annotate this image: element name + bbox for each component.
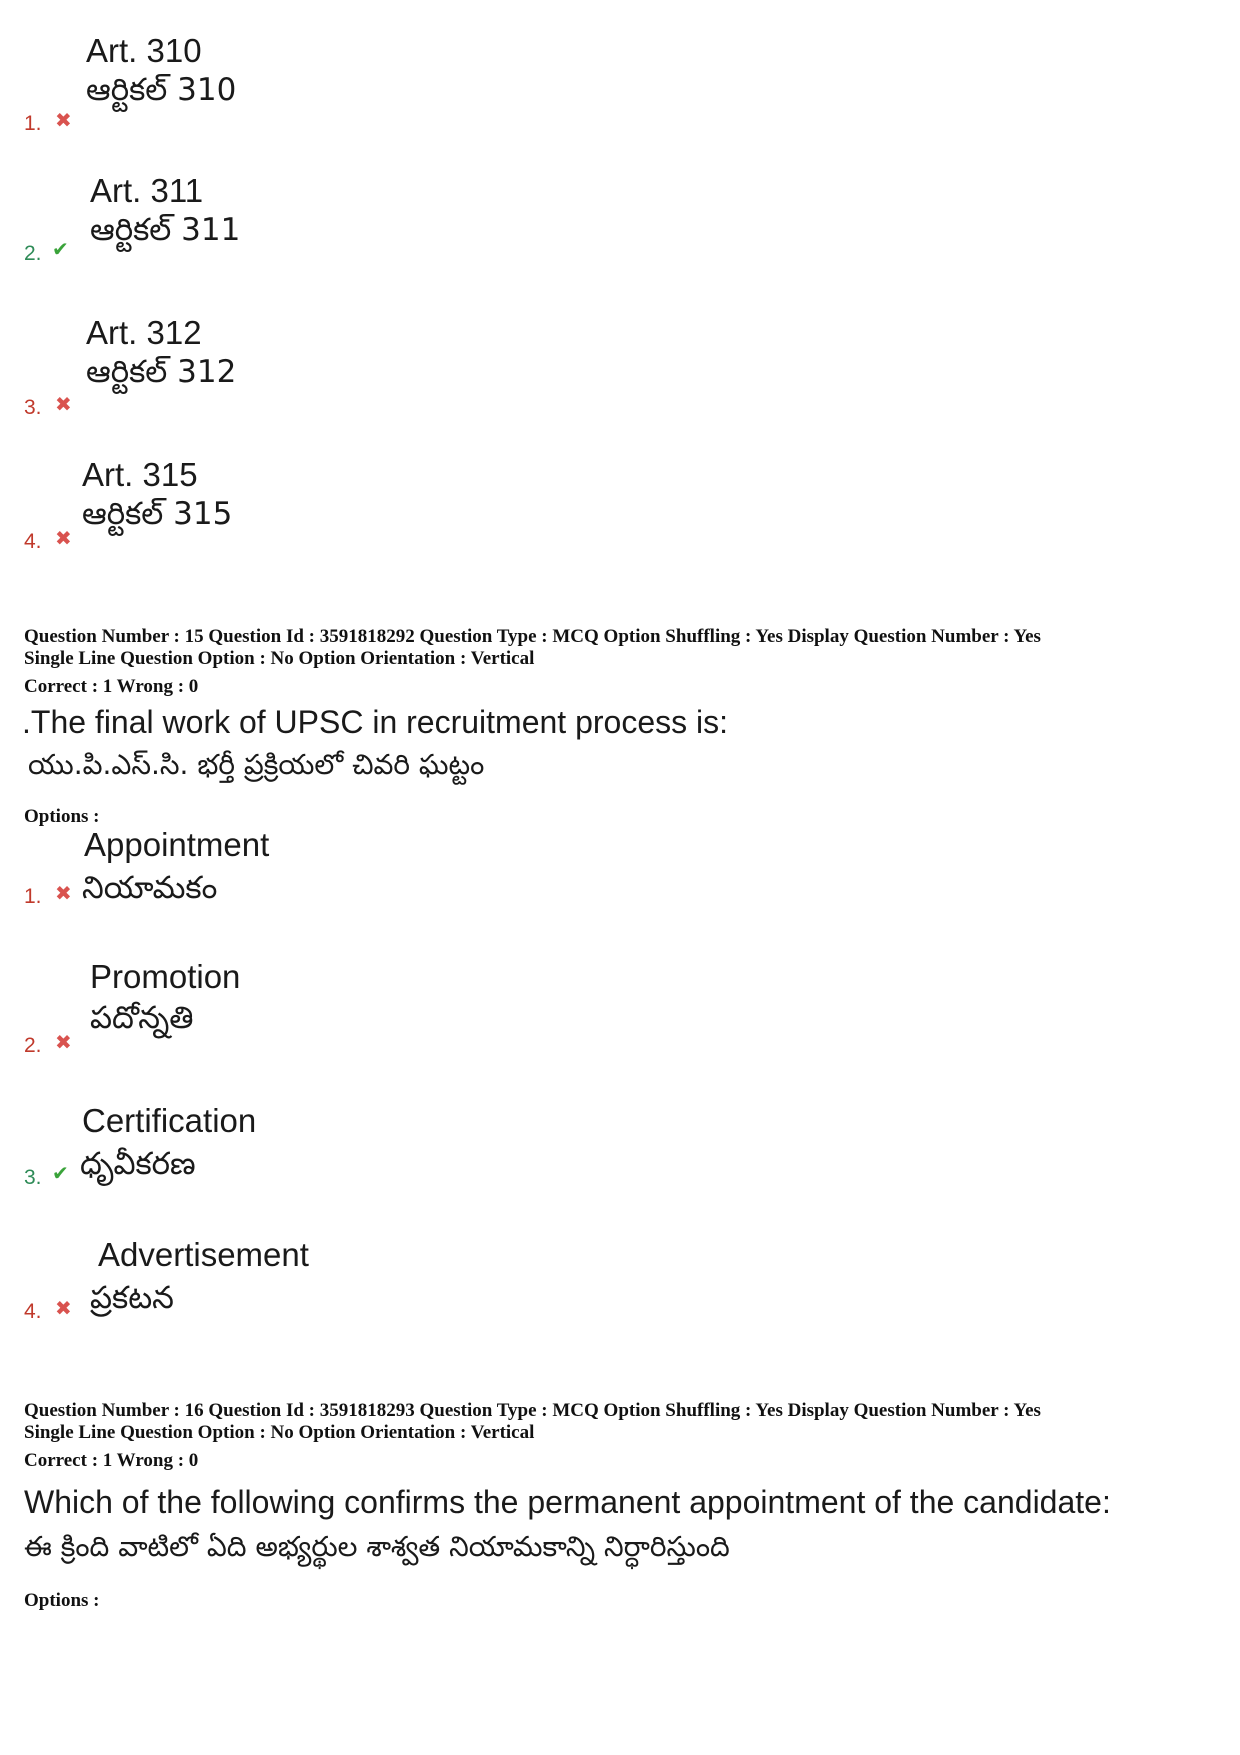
cross-icon: ✖ [55,1296,72,1320]
option-text-te: ప్రకటన [90,1280,174,1316]
option-text-en: Art. 315 [82,456,198,493]
option-number: 1. [24,112,42,135]
options-label: Options : [24,806,100,827]
question-text-te: ఈ క్రింది వాటిలో ఏది అభ్యర్థుల శాశ్వత నియామకాన్ని నిర్ధారిస్తుంది [24,1530,730,1563]
option-number: 2. [24,1034,42,1057]
cross-icon: ✖ [55,392,72,416]
option-number: 4. [24,530,42,553]
option-text-te: ధృవీకరణ [80,1146,196,1182]
option-text-en: Art. 311 [90,172,204,209]
question-meta-line1: Question Number : 16 Question Id : 3591818293 Question Type : MCQ Option Shuffling : Yes Display Question Number : Yes [24,1400,1041,1421]
option-text-en: Advertisement [98,1236,309,1273]
option-number: 2. [24,242,42,265]
option-text-te: నియామకం [82,870,218,906]
question-meta-line1: Question Number : 15 Question Id : 3591818292 Question Type : MCQ Option Shuffling : Yes Display Question Number : Yes [24,626,1041,647]
option-text-te: పదోన్నతి [90,1000,194,1036]
option-number: 3. [24,396,42,419]
option-text-te: ఆర్టికల్ 311 [90,212,241,248]
cross-icon: ✖ [55,526,72,550]
check-icon: ✔ [52,237,69,261]
question-score: Correct : 1 Wrong : 0 [24,676,199,697]
check-icon: ✔ [52,1161,69,1185]
option-text-en: Certification [82,1102,257,1139]
options-label: Options : [24,1590,100,1611]
option-number: 4. [24,1300,42,1323]
cross-icon: ✖ [55,108,72,132]
option-text-en: Promotion [90,958,241,995]
option-number: 1. [24,885,42,908]
cross-icon: ✖ [55,881,72,905]
question-score: Correct : 1 Wrong : 0 [24,1450,199,1471]
cross-icon: ✖ [55,1030,72,1054]
question-meta-line2: Single Line Question Option : No Option Orientation : Vertical [24,1422,535,1443]
option-text-en: Art. 310 [86,32,202,69]
option-text-te: ఆర్టికల్ 312 [86,354,237,390]
question-text-en: Which of the following confirms the permanent appointment of the candidate: [24,1484,1111,1520]
option-text-te: ఆర్టికల్ 315 [82,496,233,532]
option-text-te: ఆర్టికల్ 310 [86,72,237,108]
question-text-te: యు.పి.ఎస్.సి. భర్తీ ప్రక్రియలో చివరి ఘట్టం [28,748,485,781]
option-text-en: Art. 312 [86,314,202,351]
question-meta-line2: Single Line Question Option : No Option Orientation : Vertical [24,648,535,669]
option-number: 3. [24,1166,42,1189]
option-text-en: Appointment [84,826,270,863]
question-text-en: .The final work of UPSC in recruitment process is: [22,704,729,740]
